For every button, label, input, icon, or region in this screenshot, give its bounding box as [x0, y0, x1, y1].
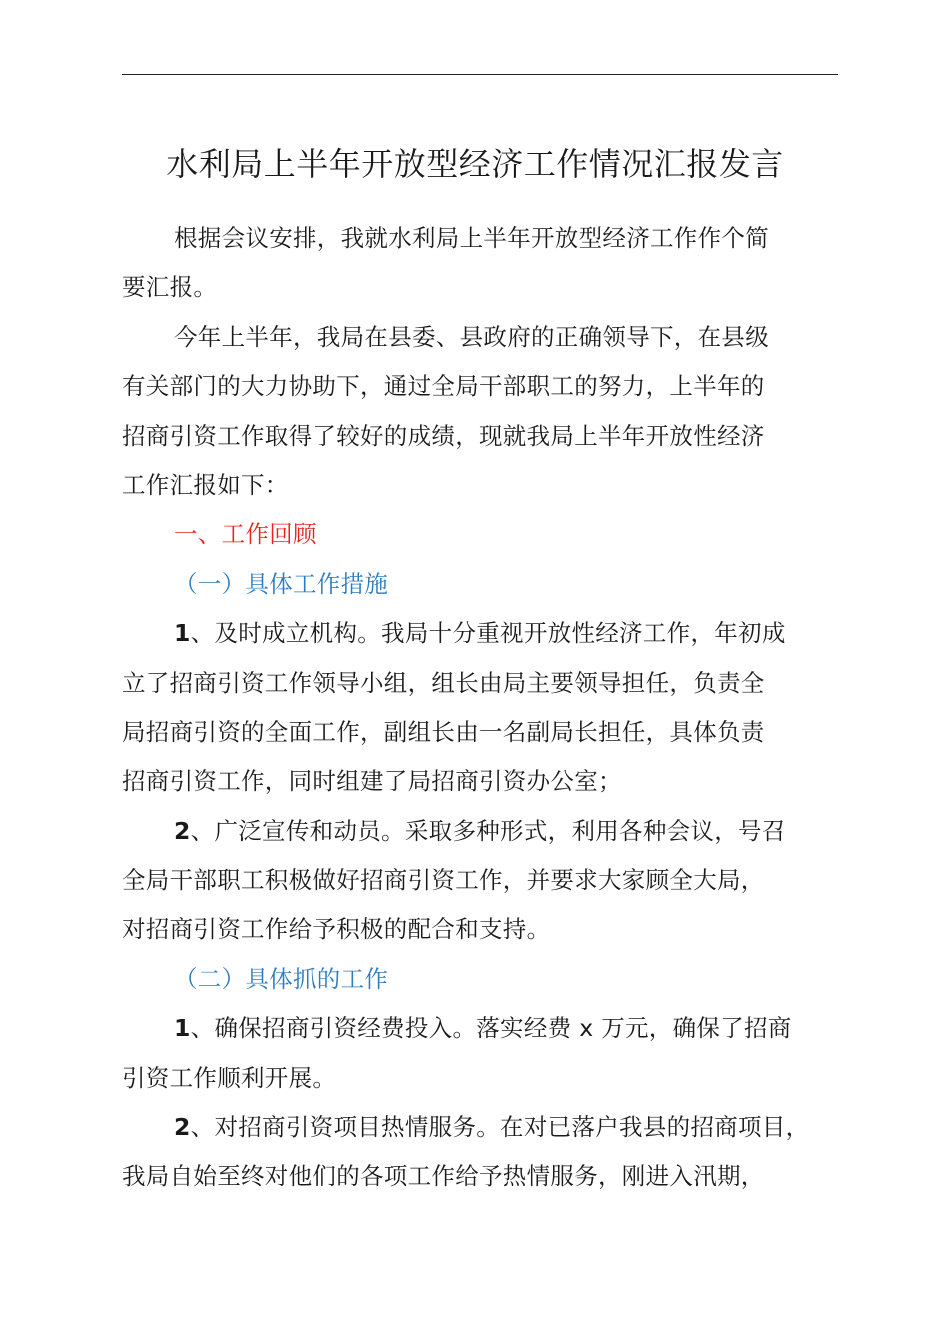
line-text: 、对招商引资项目热情服务。在对已落户我县的招商项目， — [190, 1113, 810, 1142]
line-text: 立了招商引资工作领导小组，组长由局主要领导担任，负责全 — [122, 668, 765, 697]
line-text: 、及时成立机构。我局十分重视开放性经济工作，年初成 — [190, 619, 786, 648]
subsection-heading — [122, 560, 842, 609]
paragraph-line — [122, 708, 842, 757]
paragraph-line — [122, 214, 842, 263]
item-number: 1 — [174, 1014, 191, 1043]
line-text: 招商引资工作取得了较好的成绩，现就我局上半年开放性经济 — [122, 421, 765, 450]
line-text: 全局干部职工积极做好招商引资工作，并要求大家顾全大局， — [122, 866, 765, 895]
paragraph-line — [122, 905, 842, 954]
document-body — [122, 214, 842, 1202]
item-number: 1 — [174, 619, 191, 648]
line-text: 一、工作回顾 — [174, 520, 317, 549]
line-text: 局招商引资的全面工作，副组长由一名副局长担任，具体负责 — [122, 717, 765, 746]
paragraph-line — [122, 362, 842, 411]
line-text: 今年上半年，我局在县委、县政府的正确领导下，在县级 — [174, 322, 769, 351]
line-text: 、确保招商引资经费投入。落实经费 x 万元，确保了招商 — [190, 1014, 792, 1043]
item-number: 2 — [174, 1113, 191, 1142]
paragraph-line — [122, 659, 842, 708]
section-heading — [122, 510, 842, 559]
paragraph-line — [122, 1054, 842, 1103]
paragraph-line — [122, 1103, 842, 1152]
line-text: 根据会议安排，我就水利局上半年开放型经济工作作个简 — [174, 224, 769, 252]
line-text: 引资工作顺利开展。 — [122, 1063, 337, 1092]
subsection-heading — [122, 955, 842, 1004]
item-number: 2 — [174, 816, 191, 845]
line-text: 要汇报。 — [122, 273, 218, 302]
paragraph-line — [122, 757, 842, 806]
line-text: 工作汇报如下： — [122, 470, 289, 499]
paragraph-line — [122, 263, 842, 312]
line-text: 招商引资工作，同时组建了局招商引资办公室； — [122, 767, 622, 796]
paragraph-line — [122, 609, 842, 658]
paragraph-line — [122, 313, 842, 362]
header-rule — [122, 74, 838, 75]
line-text: 有关部门的大力协助下，通过全局干部职工的努力，上半年的 — [122, 372, 765, 401]
line-text: 、广泛宣传和动员。采取多种形式，利用各种会议，号召 — [190, 816, 786, 845]
line-text: 我局自始至终对他们的各项工作给予热情服务，刚进入汛期， — [122, 1162, 765, 1191]
line-text: （二）具体抓的工作 — [174, 964, 389, 993]
line-text: 对招商引资工作给予积极的配合和支持。 — [122, 915, 551, 944]
paragraph-line — [122, 461, 842, 510]
paragraph-line — [122, 412, 842, 461]
paragraph-line — [122, 1004, 842, 1053]
paragraph-line — [122, 856, 842, 905]
document-title: 水利局上半年开放型经济工作情况汇报发言 — [166, 145, 784, 183]
paragraph-line — [122, 807, 842, 856]
paragraph-line — [122, 1152, 842, 1201]
line-text: （一）具体工作措施 — [174, 569, 389, 598]
